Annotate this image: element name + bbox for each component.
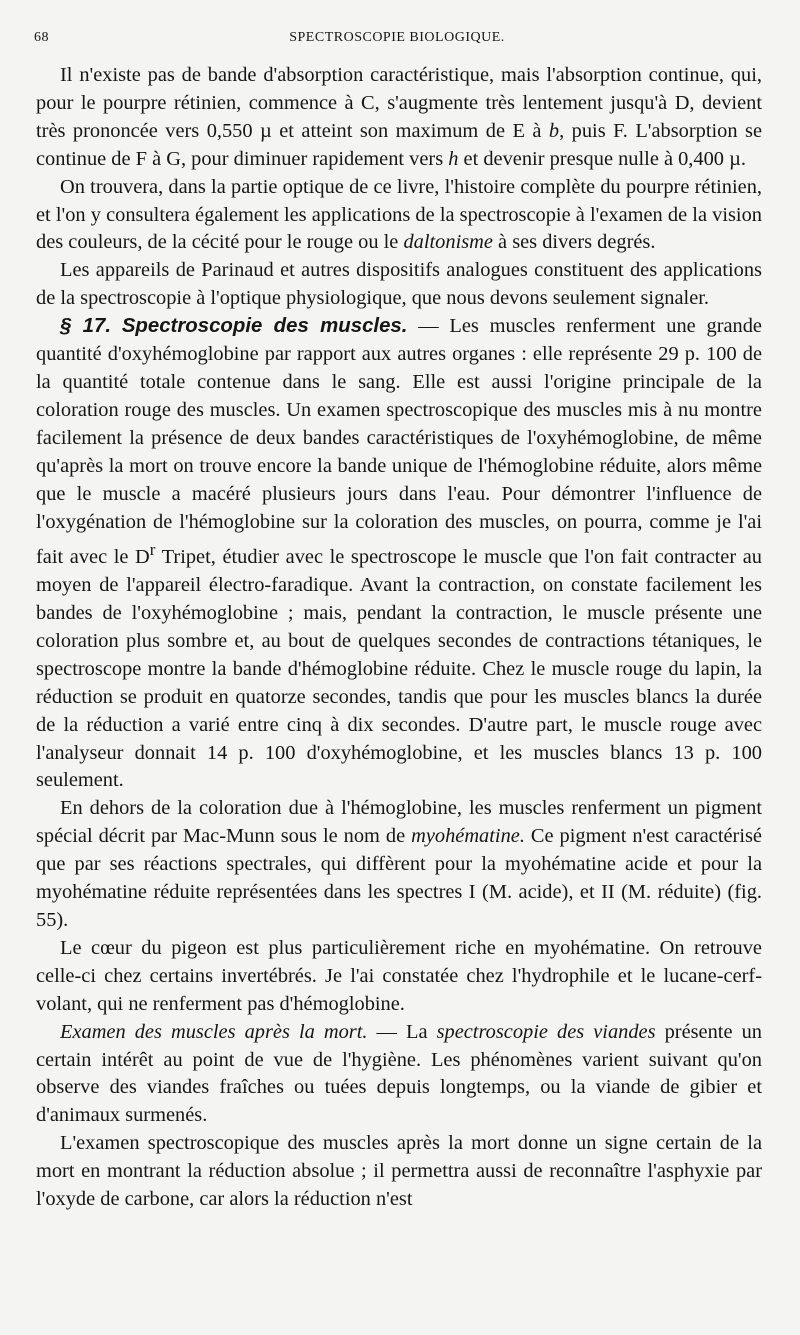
subsection-title: Examen des muscles après la mort. — [60, 1020, 368, 1043]
running-title: SPECTROSCOPIE BIOLOGIQUE. — [289, 30, 505, 45]
section-number: § 17. — [60, 315, 112, 338]
body-text — [36, 62, 762, 1214]
section-title: Spectroscopie des muscles. — [121, 315, 408, 338]
paragraph-7: Examen des muscles après la mort. — La spectroscopie des viandes présente un certain intérêt au point de vue de l'hygiène. Les phénomènes varient suivant qu'on observe des viandes fraîches ou tuées depuis longtemps, ou la viande de gibier et d'animaux surmenés. — [36, 1020, 762, 1127]
paragraph-3: Les appareils de Parinaud et autres dispositifs analogues constituent des applications de la spectroscopie à l'optique physiologique, que nous devons seulement signaler. — [36, 259, 762, 310]
paragraph-1: Il n'existe pas de bande d'absorption caractéristique, mais l'absorption continue, qui, pour le pourpre rétinien, commence à C, s'augmente très lentement jusqu'à D, devient très prononcée vers 0,550 µ et atteint son maximum de E à b, puis F. L'absorption se continue de F à G, pour diminuer rapidement vers h et devenir presque nulle à 0,400 µ. — [36, 64, 762, 170]
paragraph-8: L'examen spectroscopique des muscles après la mort donne un signe certain de la mort en montrant la réduction absolue ; il permettra aussi de reconnaître l'asphyxie par l'oxyde de carbone, car alors la réduction n'est — [36, 1132, 762, 1211]
paragraph-5: En dehors de la coloration due à l'hémoglobine, les muscles renferment un pigment spécial décrit par Mac-Munn sous le nom de myohématine. Ce pigment n'est caractérisé que par ses réactions spectrales, qui diffèrent pour la myohématine acide et pour la myohématine réduite représentées dans les spectres I (M. acide), et II (M. réduite) (fig. 55). — [36, 797, 762, 931]
paragraph-2: On trouvera, dans la partie optique de ce livre, l'histoire complète du pourpre rétinien, et l'on y consultera également les applications de la spectroscopie à l'examen de la vision des couleurs, de la cécité pour le rouge ou le daltonisme à ses divers degrés. — [36, 175, 762, 254]
paragraph-6: Le cœur du pigeon est plus particulièrement riche en myohématine. On retrouve celle-ci chez certains invertébrés. Je l'ai constatée chez l'hydrophile et le lucane-cerf-volant, qui ne renferment pas d'hémoglobine. — [36, 936, 762, 1015]
page-header — [34, 30, 760, 52]
page-number: 68 — [34, 30, 49, 45]
paragraph-section-17: § 17. Spectroscopie des muscles. — Les muscles renferment une grande quantité d'oxyhémoglobine par rapport aux autres organes : elle représente 29 p. 100 de la quantité totale contenue dans le sang. Elle est aussi l'origine principale de la coloration rouge des muscles. Un examen spectroscopique des muscles mis à nu montre facilement la présence de deux bandes caractéristiques de l'oxyhémoglobine, de même qu'après la mort on trouve encore la bande unique de l'hémoglobine réduite, alors même que le muscle a macéré plusieurs jours dans l'eau. Pour démontrer l'influence de l'oxygénation de l'hémoglobine sur la coloration des muscles, on pourra, comme je l'ai fait avec le $D^r$ Tripet, étudier avec le spectroscope le muscle que l'on fait contracter au moyen de l'appareil électro-faradique. Avant la contraction, on constate facilement les bandes de l'oxyhémoglobine ; mais, pendant la contraction, le muscle présente une coloration plus sombre et, au bout de quelques secondes de contractions tétaniques, le spectroscope montre la bande d'hémoglobine réduite. Chez le muscle rouge du lapin, la réduction se produit en quatorze secondes, tandis que pour les muscles blancs la durée de la réduction a varié entre cinq à dix secondes. D'autre part, le muscle rouge avec l'analyseur donnait 14 p. 100 d'oxyhémoglobine, et les muscles blancs 13 p. 100 seulement. — [36, 315, 762, 792]
